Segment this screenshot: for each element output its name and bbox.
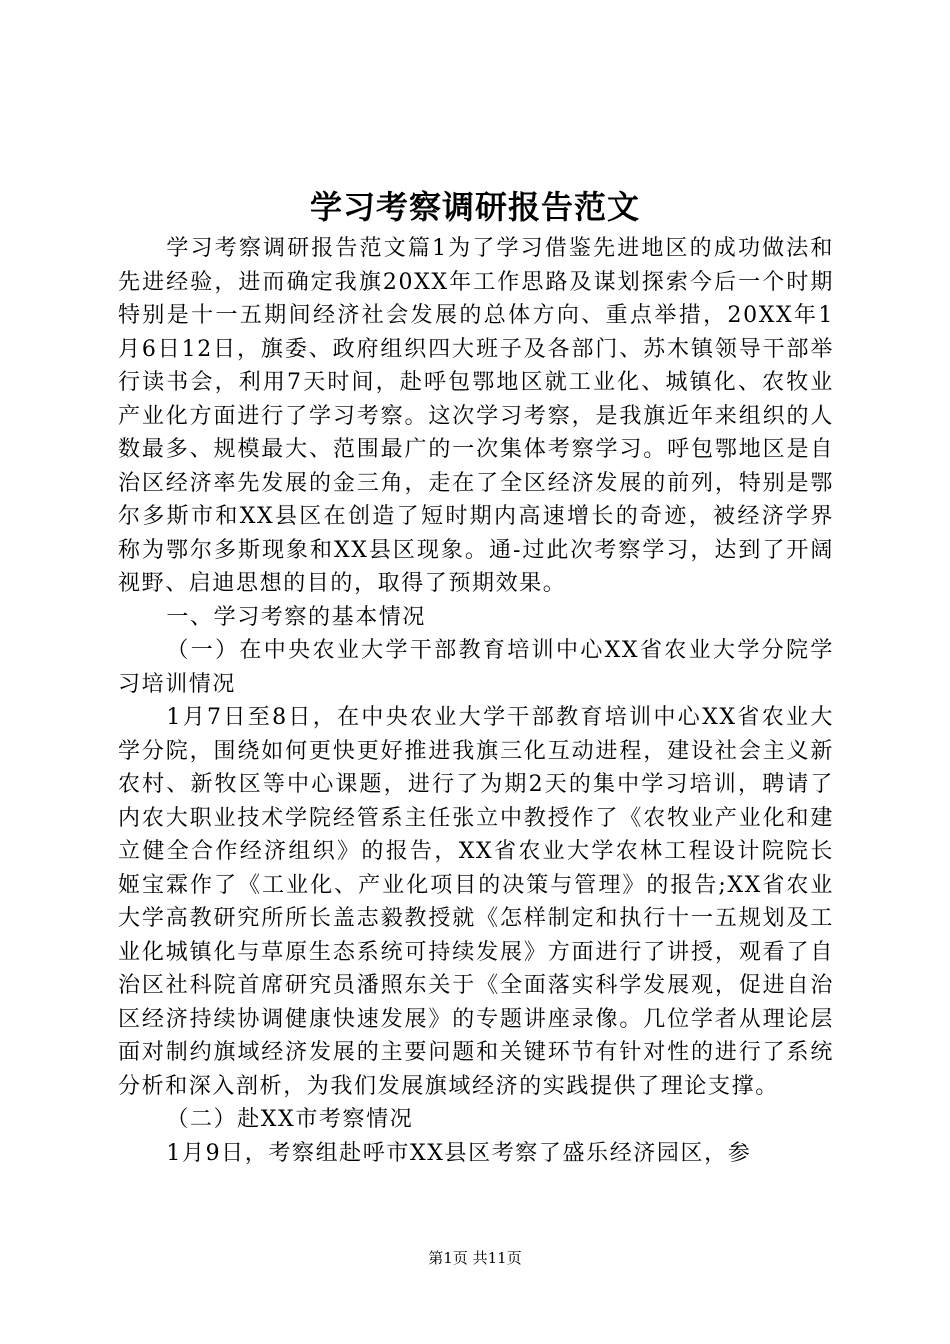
document-title: 学习考察调研报告范文 <box>309 188 640 226</box>
body-paragraph-intro: 学习考察调研报告范文篇1为了学习借鉴先进地区的成功做法和先进经验，进而确定我旗20XX年工作思路及谋划探索今后一个时期特别是十一五期间经济社会发展的总体方向、重点举措，20XX年1月6日12日，旗委、政府组织四大班子及各部门、苏木镇领导干部举行读书会，利用7天时间，赴呼包鄂地区就工业化、城镇化、农牧业产业化方面进行了学习考察。这次学习考察，是我旗近年来组织的人数最多、规模最大、范围最广的一次集体考察学习。呼包鄂地区是自治区经济率先发展的金三角，走在了全区经济发展的前列，特别是鄂尔多斯市和XX县区在创造了短时期内高速增长的奇迹，被经济学界称为鄂尔多斯现象和XX县区现象。通-过此次考察学习，达到了开阔视野、启迪思想的目的，取得了预期效果。 <box>118 236 834 596</box>
subsection-heading-1: （一）在中央农业大学干部教育培训中心XX省农业大学分院学习培训情况 <box>118 638 834 697</box>
subsection-heading-2: （二）赴XX市考察情况 <box>166 1107 414 1132</box>
body-paragraph-training: 1月7日至8日，在中央农业大学干部教育培训中心XX省农业大学分院，围绕如何更快更好推进我旗三化互动进程，建设社会主义新农村、新牧区等中心课题，进行了为期2天的集中学习培训，聘请了内农大职业技术学院经管系主任张立中教授作了《农牧业产业化和建立健全合作经济组织》的报告，XX省农业大学农林工程设计院院长姬宝霖作了《工业化、产业化项目的决策与管理》的报告;XX省农业大学高教研究所所长盖志毅教授就《怎样制定和执行十一五规划及工业化城镇化与草原生态系统可持续发展》方面进行了讲授，观看了自治区社科院首席研究员潘照东关于《全面落实科学发展观，促进自治区经济持续协调健康快速发展》的专题讲座录像。几位学者从理论层面对制约旗域经济发展的主要问题和关键环节有针对性的进行了系统分析和深入剖析，为我们发展旗域经济的实践提供了理论支撑。 <box>118 705 834 1099</box>
page-footer: 第1页 共11页 <box>428 1249 522 1267</box>
body-paragraph-visit: 1月9日，考察组赴呼市XX县区考察了盛乐经济园区，参 <box>166 1140 752 1166</box>
document-body <box>118 232 834 1170</box>
section-heading-1: 一、学习考察的基本情况 <box>166 604 426 630</box>
